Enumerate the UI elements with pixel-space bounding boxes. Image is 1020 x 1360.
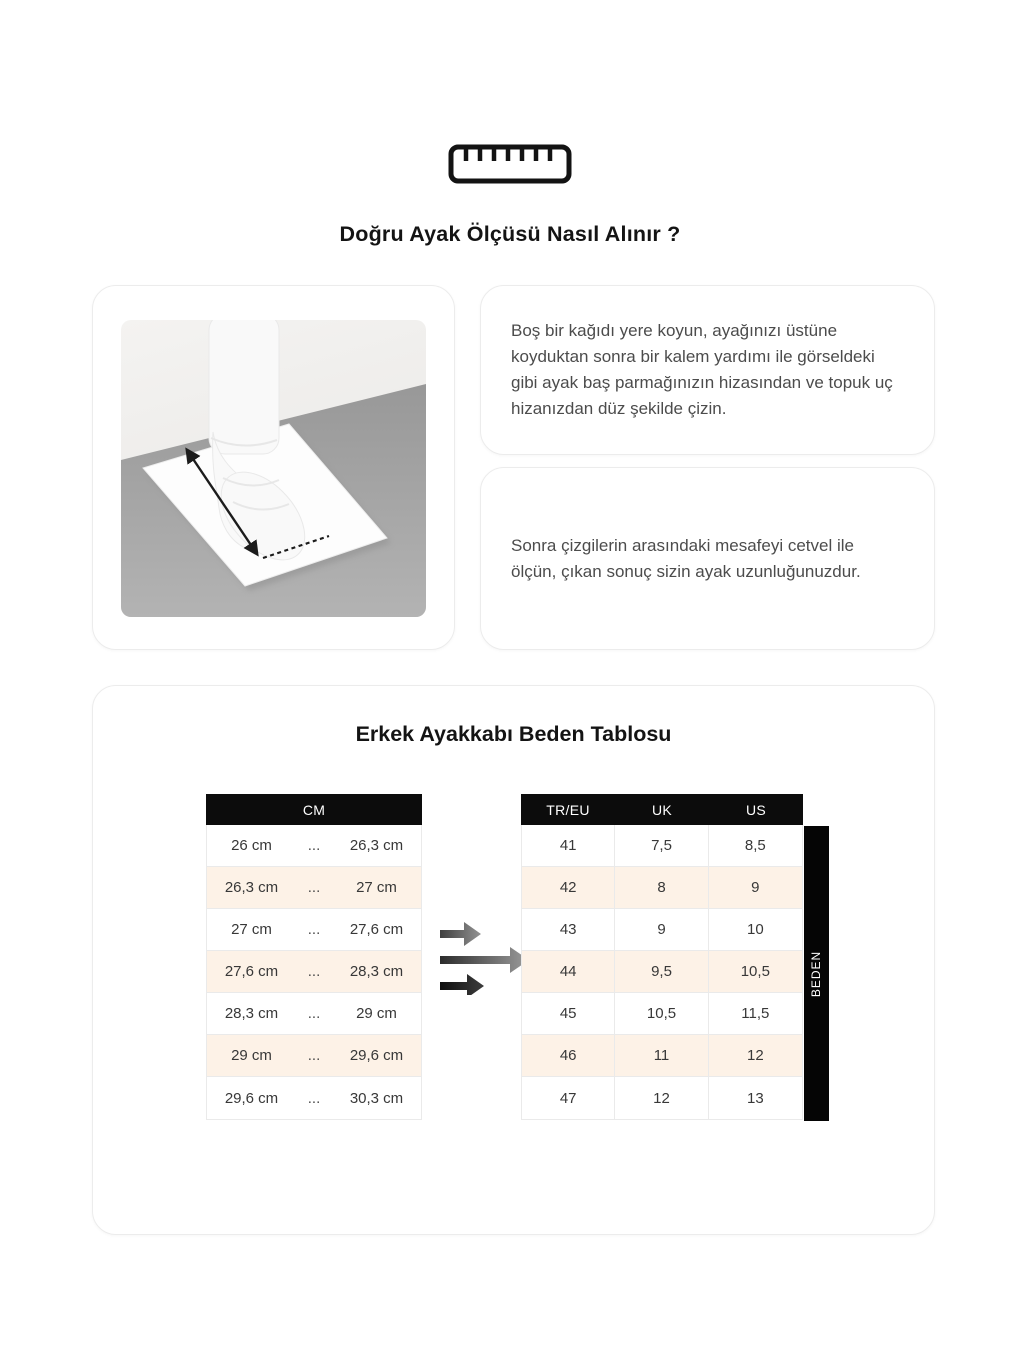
cm-table-row	[207, 867, 421, 909]
cm-table-row	[207, 825, 421, 867]
size-table-cell: 9	[615, 909, 708, 950]
cm-table-cell: 27 cm	[231, 921, 272, 938]
size-table-body	[521, 825, 803, 1120]
cm-table-cell: ...	[307, 837, 321, 854]
size-table-cell: 8,5	[744, 837, 766, 854]
size-table-cell: 44	[522, 951, 615, 992]
cm-table-cell: 27 cm	[356, 879, 397, 896]
international-size-table	[521, 794, 803, 1120]
size-table-cell: 47	[522, 1077, 615, 1119]
cm-table-cell: 29,6 cm	[224, 1089, 279, 1107]
size-table-cell: 46	[522, 1035, 615, 1076]
size-table-cell: 8	[615, 867, 708, 908]
cm-table-body	[206, 825, 422, 1120]
cm-table-row	[207, 993, 421, 1035]
cm-table-cell: 26 cm	[231, 837, 272, 854]
size-table-row	[522, 825, 802, 867]
size-table-cell: 11	[615, 1035, 708, 1076]
size-table-row	[522, 909, 802, 951]
cm-table-header: CM	[206, 794, 422, 825]
size-table-cell: 10,5	[615, 993, 708, 1034]
size-table-cell: 7,5	[615, 825, 708, 866]
cm-table-cell: 29 cm	[231, 1047, 272, 1064]
size-table-cell: 41	[522, 825, 615, 866]
measurement-photo-card	[92, 285, 455, 650]
cm-table-cell: 26,3 cm	[224, 879, 279, 896]
cm-table	[206, 794, 422, 1120]
cm-table-row	[207, 951, 421, 993]
size-table-header-cell: US	[745, 801, 767, 818]
size-table-cell: 42	[522, 867, 615, 908]
cm-table-cell: 29 cm	[356, 1005, 397, 1022]
cm-table-cell: 26,3 cm	[349, 837, 404, 854]
size-table-cell: 10,5	[740, 963, 770, 980]
instruction-card-1	[480, 285, 935, 455]
cm-table-cell: 27,6 cm	[224, 963, 279, 980]
foot-measurement-photo	[121, 320, 426, 617]
size-table-row	[522, 951, 802, 993]
instruction-text-2: Sonra çizgilerin arasındaki mesafeyi cetvel ile ölçün, çıkan sonuç sizin ayak uzunluğunuzdur.	[511, 535, 861, 581]
size-table-cell: 12	[615, 1077, 708, 1119]
size-table-cell: 11,5	[741, 1005, 770, 1022]
size-table-row	[522, 867, 802, 909]
size-table-header	[521, 794, 803, 825]
page-title: Doğru Ayak Ölçüsü Nasıl Alınır ?	[339, 222, 681, 246]
cm-table-row	[207, 909, 421, 951]
cm-table-cell: 28,3 cm	[349, 963, 404, 980]
cm-table-cell: ...	[307, 1005, 321, 1022]
cm-table-cell: 27,6 cm	[349, 921, 404, 938]
size-table-header-cell: TR/EU	[546, 801, 590, 818]
cm-table-cell: ...	[307, 921, 321, 938]
cm-table-cell: ...	[307, 1047, 321, 1064]
size-table-row	[522, 1035, 802, 1077]
instruction-text-1: Boş bir kağıdı yere koyun, ayağınızı üstüne koyduktan sonra bir kalem yardımı ile görseldeki gibi ayak baş parmağınızın hizasından ve topuk uç hizanızdan düz şekilde çizin.	[511, 321, 893, 418]
size-table-card	[92, 685, 935, 1235]
size-table-cell: 43	[522, 909, 615, 950]
size-table-cell: 12	[746, 1047, 764, 1064]
cm-table-row	[207, 1035, 421, 1077]
size-section-title: Erkek Ayakkabı Beden Tablosu	[355, 722, 672, 746]
size-table-row	[522, 1077, 802, 1119]
size-table-header-cell: UK	[651, 801, 673, 818]
cm-table-cell: ...	[307, 879, 321, 896]
cm-table-cell: 30,3 cm	[349, 1089, 404, 1107]
cm-table-cell: 29,6 cm	[349, 1047, 404, 1064]
cm-table-cell: 28,3 cm	[224, 1005, 279, 1022]
instruction-card-2	[480, 467, 935, 650]
cm-table-cell: ...	[307, 1089, 321, 1107]
cm-table-row	[207, 1077, 421, 1119]
size-table-cell: 9	[751, 879, 760, 896]
size-table-cell: 45	[522, 993, 615, 1034]
size-table-cell: 9,5	[615, 951, 708, 992]
cm-table-cell: ...	[307, 963, 321, 980]
beden-label: BEDEN	[809, 950, 824, 997]
size-table-cell: 10	[746, 921, 764, 938]
size-table-cell: 13	[746, 1089, 764, 1107]
ruler-icon	[0, 144, 1020, 189]
beden-side-bar	[804, 826, 829, 1121]
size-table-row	[522, 993, 802, 1035]
